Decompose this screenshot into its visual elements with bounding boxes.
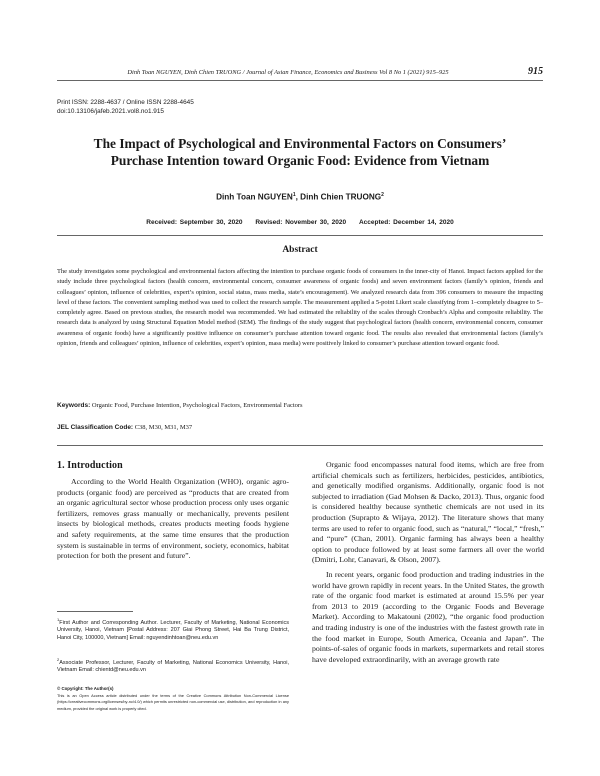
- copyright-notice: [57, 686, 289, 712]
- intro-paragraph-1: According to the World Health Organization (WHO), organic agro-products (organic food) are perceived as “products that are created from an organic agricultural sector whose production process only uses organic fertilizers, removes grass manually or mechanically, prevents pesilent insects by biological methods, creates products meeting foods hygiene and safety requirements, at the same time ensures that the production system is sustainable in terms of environment, society, economics, habitat protection for both the present and future”.: [57, 477, 289, 561]
- jel-classification: [57, 424, 543, 431]
- keywords: [57, 402, 543, 409]
- jel-codes: C38, M30, M31, M37: [133, 424, 193, 431]
- abstract-heading: Abstract: [282, 245, 318, 255]
- footnote-2: [57, 656, 289, 675]
- title-line-2: Purchase Intention toward Organic Food: Evidence from Vietnam: [110, 153, 490, 168]
- issn-block: [57, 98, 194, 116]
- copyright-text: This is an Open Access article distributed under the terms of the Creative Commons Attribution Non-Commercial License (https://creativecommons.org/licenses/by-nc/4.0/) which permits unrestricted non-commercial use, distribution, and reproduction in any medium, provided the original work is properly cited.: [57, 692, 289, 711]
- author-2-affiliation: 2: [381, 192, 384, 198]
- author-list: [57, 192, 543, 202]
- page-number: 915: [528, 66, 543, 77]
- introduction-heading: 1. Introduction: [57, 460, 123, 471]
- header-divider: [57, 80, 543, 81]
- keywords-label: Keywords:: [57, 402, 91, 409]
- footnote-1: [57, 616, 289, 643]
- copyright-title: © Copyright: The Author(s): [57, 686, 114, 691]
- left-column: [57, 460, 289, 562]
- footnote-1-mark: 1: [57, 617, 60, 622]
- abstract-bottom-divider: [57, 445, 543, 446]
- author-separator: ,: [295, 192, 301, 202]
- running-header: Dinh Toan NGUYEN, Dinh Chien TRUONG / Journal of Asian Finance, Economics and Business Vol 8 No 1 (2021) 915–925: [127, 69, 449, 76]
- title-line-1: The Impact of Psychological and Environmental Factors on Consumers’: [93, 136, 507, 151]
- footnote-divider: [57, 611, 133, 612]
- received-date: Received: September 30, 2020: [146, 219, 243, 226]
- accepted-date: Accepted: December 14, 2020: [358, 219, 454, 226]
- footnote-1-text: First Author and Corresponding Author. Lecturer, Faculty of Marketing, National Economics University, Hanoi, Vietnam [Postal Address: 207 Giai Phong Street, Hai Ba Trung District, Hanoi City, 100000, Vietnam] Email: nguyendinhtoan@neu.edu.vn: [57, 619, 289, 642]
- author-2: Dinh Chien TRUONG: [300, 192, 382, 202]
- footnote-2-text: Associate Professor, Lecturer, Faculty of Marketing, National Economics University, Hanoi, Vietnam Email: chientd@neu.edu.vn: [57, 659, 289, 674]
- revised-date: Revised: November 30, 2020: [255, 219, 347, 226]
- issn-line: Print ISSN: 2288-4637 / Online ISSN 2288-4645: [57, 99, 194, 106]
- right-column: [312, 460, 544, 665]
- submission-dates: [57, 219, 543, 226]
- paper-title: [57, 135, 543, 169]
- keywords-text: Organic Food, Purchase Intention, Psychological Factors, Environmental Factors: [90, 402, 303, 409]
- abstract-text: The study investigates some psychological and environmental factors affecting the intention to purchase organic foods of consumers in the inner-city of Hanoi. Impact factors applied for the study include three psychological factors (health concern, environmental concern, consumer awareness of organic foods) and seven environment factors (family’s opinion, friends and colleagues’ opinion, influence of celebrities, expert’s opinion, social status, mass media, state’s encouragement). We analyzed research data from 396 consumers to measure the impacting level of these factors. The convenient sampling method was used to collect the research sample. The measurement applied a 5-point Likert scale classifying from 1–completely disagree to 5–completely agree. Based on previous studies, the research model was recommended. We had estimated the reliability of the scales through Cronbach’s Alpha and composite reliability. The research data is analyzed by using Structural Equation Model method (SEM). The findings of the study suggest that psychological factors (health concern, environmental concern, consumer awareness of organic foods) have a significantly positive influence on consumer’s purchase attention toward organic food. The results also revealed that environmental factors (family’s opinion, friends and colleagues’ opinion, influence of celebrities, expert’s opinion, mass media) were positively linked to consumer’s purchase attention toward organic food.: [57, 268, 543, 348]
- doi-line: doi:10.13106/jafeb.2021.vol8.no1.915: [57, 108, 164, 115]
- intro-paragraph-3: In recent years, organic food production and trading industries in the world have grown rapidly in recent years. In the United States, the growth rate of the organic food market is estimated at around 15.5% per year from 2013 to 2019 (according to the Organic Foods and Beverage Market). According to Makatouni (2002), “the organic food production and trading industry is one of the industries with the fastest growth rate in the food market in Europe, South America, Oceania and Japan”. The points-of-sales of organic foods in markets, supermarkets and retail stores have developed extraordinarily, with an average growth rate: [312, 569, 544, 664]
- author-1: Dinh Toan NGUYEN: [216, 192, 293, 202]
- intro-paragraph-2: Organic food encompasses natural food items, which are free from artificial chemicals such as fertilizers, herbicides, pesticides, antibiotics, and genetically modified organisms. Additionally, organic food is not subjected to irradiation (Gad Mohsen & Dacko, 2013). Thus, organic food is considered healthy because synthetic chemicals are not used in its production (Suprapto & Wijaya, 2012). The literature shows that many terms are used to refer to organic food, such as “natural,” “local,” “fresh,” and “pure” (Chan, 2001). Organic farming has always been a healthy option to produce followed by at least some farmers all over the world (Dmitri, Lohr, Canavari, & Olson, 2007).: [312, 460, 544, 565]
- author-1-affiliation: 1: [292, 192, 296, 198]
- jel-label: JEL Classification Code:: [57, 424, 134, 431]
- abstract-top-divider: [57, 235, 543, 236]
- footnote-2-mark: 2: [57, 657, 60, 662]
